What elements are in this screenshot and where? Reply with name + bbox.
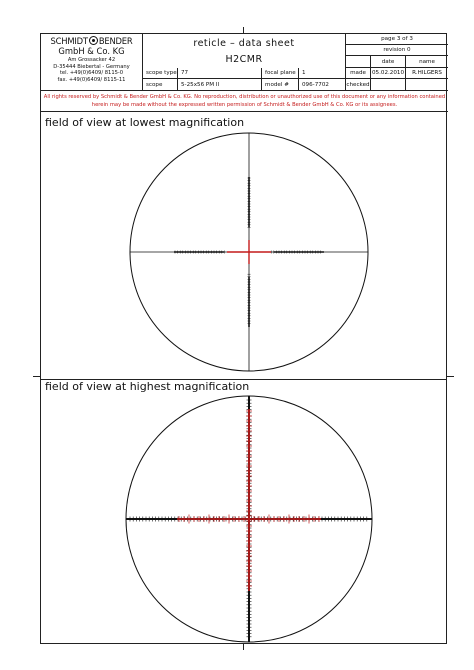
address-line: tel. +49(0)6409/ 8115-0 <box>59 70 124 77</box>
blank-cell <box>346 56 371 68</box>
address-line: D-35444 Biebertal - Germany <box>53 63 130 70</box>
reticle-highest-magnification <box>41 379 446 643</box>
focal-plane-value: 1 <box>299 68 346 79</box>
crop-mark-left <box>33 376 40 377</box>
company-name-part1: SCHMIDT <box>50 36 88 46</box>
revision: revision 0 <box>346 45 448 56</box>
scope-value: 5-25x56 PM II <box>178 79 262 91</box>
focal-plane-label: focal plane <box>262 68 299 79</box>
section-title-lowest: field of view at lowest magnification <box>45 116 245 129</box>
company-address <box>41 57 142 83</box>
rights-notice: All rights reserved by Schmidt & Bender GmbH & Co. KG. No reproduction, distribution or unauthorized use of this document or any information contained herein may be made without the expressed written permission of Schmidt & Bender GmbH & Co. KG or its assignees. <box>41 91 448 112</box>
reticle-lowest-magnification <box>41 112 446 378</box>
checked-name <box>406 79 448 91</box>
made-label: made <box>346 68 371 79</box>
address-line: fax. +49(0)6409/ 8115-11 <box>57 76 126 83</box>
model-value: 096-7702 <box>299 79 346 91</box>
page-number: page 3 of 3 <box>346 34 448 45</box>
section-title-highest: field of view at highest magnification <box>45 380 250 393</box>
title-block <box>143 34 346 68</box>
date-label: date <box>371 56 406 68</box>
company-name-part2: BENDER <box>98 36 133 46</box>
crop-mark-right <box>447 376 454 377</box>
company-name-line2: GmbH & Co. KG <box>58 46 125 56</box>
checked-date <box>371 79 406 91</box>
address-line: Am Grossacker 42 <box>67 57 116 63</box>
sheet-title: reticle – data sheet <box>193 38 295 49</box>
reticle-lowest-group <box>130 133 368 371</box>
made-date: 05.02.2010 <box>371 68 406 79</box>
checked-label: checked <box>346 79 371 91</box>
scope-type-value: 77 <box>178 68 262 79</box>
scope-label: scope <box>143 79 178 91</box>
reticle-highest-group <box>126 396 372 642</box>
scope-type-label: scope type <box>143 68 178 79</box>
logo-icon <box>89 36 98 45</box>
company-block <box>41 34 143 91</box>
crop-mark-bottom <box>243 644 244 650</box>
name-label: name <box>406 56 448 68</box>
data-sheet <box>40 33 447 644</box>
made-name: R.HILGERS <box>406 68 448 79</box>
company-name <box>41 36 142 46</box>
model-label: model # <box>262 79 299 91</box>
reticle-name: H2CMR <box>225 54 263 65</box>
